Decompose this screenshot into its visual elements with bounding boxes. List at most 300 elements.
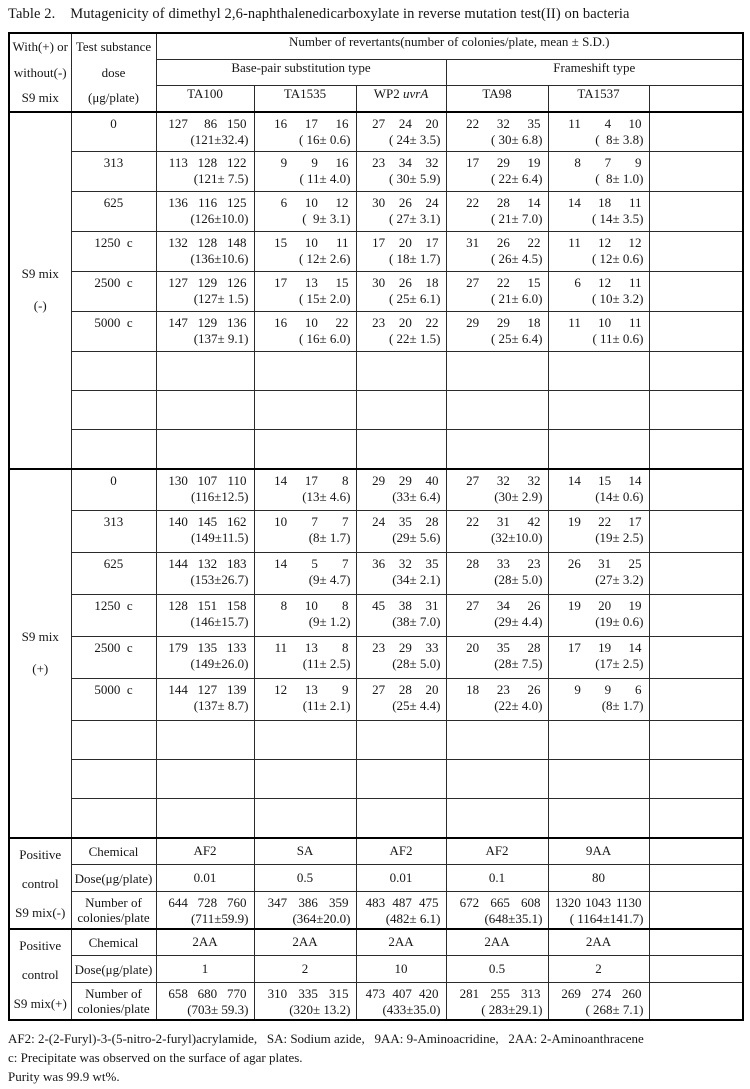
mean-sd: ( 8± 1.0) — [595, 171, 644, 186]
chemical-cell: 2AA — [156, 929, 254, 956]
empty-dose-cell — [71, 391, 156, 430]
plate-count: 31 — [496, 514, 510, 529]
plate-count: 133 — [226, 640, 247, 655]
empty-dose-cell — [71, 721, 156, 760]
empty-cell — [649, 760, 743, 799]
empty-cell — [649, 679, 743, 721]
plate-count: 145 — [197, 514, 218, 529]
positive-control-label — [9, 929, 71, 1020]
plate-counts — [357, 679, 446, 698]
dose-row-label: Dose(μg/plate) — [71, 865, 156, 892]
revertant-cell — [254, 112, 356, 152]
dose-data-row — [9, 511, 743, 553]
plate-count: 10 — [304, 195, 318, 210]
revertant-cell — [254, 679, 356, 721]
plate-count: 8 — [342, 598, 349, 613]
dose-cell: 1250 c — [71, 232, 156, 272]
plate-counts — [157, 983, 254, 1002]
empty-cell — [156, 352, 254, 391]
mean-sd: (433±35.0) — [382, 1002, 441, 1017]
plate-count: 127 — [168, 275, 188, 290]
plate-count: 27 — [372, 115, 386, 131]
plate-count: 28 — [425, 514, 439, 529]
footnote-abbreviations: AF2: 2-(2-Furyl)-3-(5-nitro-2-furyl)acrylamide, SA: Sodium azide, 9AA: 9-Aminoacridine, 2AA: 2-Aminoanthracene — [8, 1030, 644, 1046]
plate-count: 26 — [496, 235, 510, 250]
number-row-label-line: colonies/plate — [77, 1000, 150, 1016]
plate-count: 22 — [335, 315, 349, 330]
plate-count: 18 — [466, 682, 480, 697]
plate-count: 45 — [372, 598, 386, 613]
chemical-cell: 2AA — [356, 929, 446, 956]
plate-counts — [447, 637, 548, 656]
plate-count: 33 — [496, 556, 510, 571]
plate-count: 335 — [298, 986, 318, 1001]
plate-count: 8 — [342, 640, 349, 655]
revertant-cell — [548, 553, 649, 595]
empty-cell — [649, 192, 743, 232]
revertant-cell — [356, 469, 446, 511]
plate-count: 32 — [527, 472, 541, 488]
header-s9-line: without(-) — [13, 64, 67, 80]
dose-cell: 625 — [71, 553, 156, 595]
mean-sd: (19± 0.6) — [595, 614, 644, 629]
positive-control-chemical-row — [9, 929, 743, 956]
mean-sd: (126±10.0) — [190, 211, 249, 226]
plate-count: 26 — [567, 556, 581, 571]
plate-counts — [255, 679, 356, 698]
plate-count: 32 — [496, 115, 510, 131]
revertant-cell — [548, 112, 649, 152]
mean-sd: (33± 6.4) — [392, 488, 441, 504]
positive-dose-cell: 0.5 — [254, 865, 356, 892]
header-dose-column — [71, 33, 156, 112]
plate-count: 1043 — [585, 895, 612, 910]
revertant-cell — [156, 192, 254, 232]
positive-dose-cell: 0.5 — [446, 956, 548, 983]
plate-count: 17 — [274, 275, 288, 290]
plate-count: 150 — [226, 115, 247, 131]
positive-control-line: S9 mix(+) — [13, 995, 67, 1011]
dose-data-row — [9, 152, 743, 192]
plate-count: 42 — [527, 514, 541, 529]
revertant-cell — [446, 312, 548, 352]
revertant-cell — [548, 152, 649, 192]
mean-sd: (34± 2.1) — [392, 572, 441, 587]
header-base-pair-group: Base-pair substitution type — [156, 59, 446, 85]
revertant-cell — [356, 637, 446, 679]
mean-sd: (30± 2.9) — [494, 488, 543, 504]
revertant-cell — [156, 312, 254, 352]
mean-sd: ( 268± 7.1) — [585, 1002, 644, 1017]
mean-sd: (136±10.6) — [190, 251, 249, 266]
plate-count: 28 — [466, 556, 480, 571]
header-s9-line: S9 mix — [21, 90, 59, 105]
plate-counts — [157, 272, 254, 291]
header-s9-lines — [10, 34, 71, 111]
empty-cell — [254, 799, 356, 838]
plate-counts — [157, 312, 254, 331]
plate-count: 132 — [168, 235, 188, 250]
revertant-cell — [548, 595, 649, 637]
plate-count: 107 — [197, 472, 218, 488]
plate-counts — [447, 511, 548, 530]
empty-cell — [649, 865, 743, 892]
mean-sd: (121±32.4) — [190, 131, 249, 147]
dose-cell: 5000 c — [71, 312, 156, 352]
plate-counts — [447, 470, 548, 489]
dose-cell: 625 — [71, 192, 156, 232]
plate-counts — [357, 113, 446, 132]
revertant-cell — [356, 232, 446, 272]
plate-count: 9 — [311, 155, 318, 170]
revertant-cell — [446, 112, 548, 152]
plate-count: 22 — [496, 275, 510, 290]
revertant-cell — [356, 892, 446, 929]
revertant-cell — [356, 595, 446, 637]
plate-count: 1130 — [615, 895, 642, 910]
plate-count: 22 — [598, 514, 612, 529]
positive-control-dose-row — [9, 865, 743, 892]
plate-count: 135 — [197, 640, 218, 655]
plate-count: 144 — [168, 556, 188, 571]
empty-cell — [356, 760, 446, 799]
revertant-cell — [446, 272, 548, 312]
plate-count: 8 — [342, 472, 349, 488]
plate-count: 158 — [226, 598, 247, 613]
plate-count: 359 — [329, 895, 349, 910]
plate-counts — [549, 152, 649, 171]
empty-cell — [254, 391, 356, 430]
plate-counts — [255, 312, 356, 331]
plate-count: 473 — [365, 986, 386, 1001]
dose-row-label: Dose(μg/plate) — [71, 956, 156, 983]
positive-dose-cell: 0.01 — [356, 865, 446, 892]
plate-count: 16 — [335, 115, 349, 131]
plate-count: 7 — [311, 514, 318, 529]
plate-count: 86 — [204, 115, 218, 131]
revertant-cell — [156, 232, 254, 272]
revertant-cell — [254, 892, 356, 929]
plate-count: 127 — [197, 682, 218, 697]
plate-count: 126 — [226, 275, 247, 290]
mean-sd: (38± 7.0) — [392, 614, 441, 629]
mean-sd: ( 14± 3.5) — [591, 211, 644, 226]
chemical-cell: 2AA — [446, 929, 548, 956]
revertant-cell — [446, 192, 548, 232]
revertant-cell — [356, 983, 446, 1020]
empty-cell — [649, 595, 743, 637]
plate-count: 8 — [280, 598, 288, 613]
s9-mix-label — [9, 112, 71, 469]
plate-count: 33 — [425, 640, 439, 655]
plate-count: 26 — [398, 275, 412, 290]
plate-count: 17 — [466, 155, 480, 170]
revertant-cell — [446, 152, 548, 192]
plate-counts — [157, 470, 254, 489]
header-dose-line: Test substance — [75, 39, 152, 54]
plate-count: 34 — [398, 155, 412, 170]
mean-sd: ( 21± 6.0) — [490, 291, 543, 306]
plate-count: 760 — [226, 895, 247, 910]
plate-count: 128 — [197, 155, 218, 170]
dose-data-row — [9, 637, 743, 679]
plate-count: 11 — [335, 235, 349, 250]
chemical-cell: 2AA — [254, 929, 356, 956]
empty-cell — [548, 799, 649, 838]
plate-count: 20 — [598, 598, 612, 613]
plate-counts — [255, 511, 356, 530]
plate-counts — [357, 312, 446, 331]
revertant-cell — [446, 232, 548, 272]
plate-count: 11 — [628, 275, 642, 290]
chemical-row-label: Chemical — [71, 929, 156, 956]
revertant-cell — [446, 511, 548, 553]
s9-mix-line: (-) — [33, 298, 47, 313]
mean-sd: (25± 4.4) — [392, 698, 441, 713]
plate-count: 728 — [197, 895, 218, 910]
plate-count: 27 — [466, 598, 480, 613]
plate-counts — [255, 470, 356, 489]
empty-cell — [649, 469, 743, 511]
plate-counts — [157, 113, 254, 132]
mean-sd: (149±26.0) — [190, 656, 249, 671]
plate-counts — [255, 232, 356, 251]
header-row-1 — [9, 33, 743, 59]
plate-count: 14 — [274, 472, 288, 488]
positive-dose-cell: 80 — [548, 865, 649, 892]
plate-counts — [357, 595, 446, 614]
plate-count: 27 — [466, 472, 480, 488]
mean-sd: ( 30± 6.8) — [490, 131, 543, 147]
mean-sd: (28± 5.0) — [392, 656, 441, 671]
plate-counts — [447, 983, 548, 1002]
empty-cell — [649, 511, 743, 553]
revertant-cell — [156, 637, 254, 679]
plate-count: 29 — [398, 640, 412, 655]
plate-counts — [255, 152, 356, 171]
mean-sd: ( 22± 6.4) — [490, 171, 543, 186]
plate-count: 347 — [267, 895, 288, 910]
plate-counts — [549, 272, 649, 291]
plate-count: 32 — [496, 472, 510, 488]
mean-sd: (8± 1.7) — [601, 698, 644, 713]
empty-cell — [156, 760, 254, 799]
plate-count: 23 — [372, 640, 386, 655]
plate-counts — [447, 192, 548, 211]
revertant-cell — [356, 511, 446, 553]
plate-count: 129 — [197, 315, 218, 330]
positive-dose-cell: 1 — [156, 956, 254, 983]
plate-counts — [255, 595, 356, 614]
plate-count: 12 — [335, 195, 349, 210]
number-row-label-line: colonies/plate — [77, 909, 150, 925]
empty-cell — [446, 391, 548, 430]
revertant-cell — [548, 679, 649, 721]
plate-count: 6 — [634, 682, 642, 697]
plate-count: 5 — [311, 556, 318, 571]
mean-sd: (29± 5.6) — [392, 530, 441, 545]
plate-count: 17 — [425, 235, 439, 250]
plate-count: 16 — [274, 115, 288, 131]
mean-sd: (703± 59.3) — [187, 1002, 249, 1017]
plate-count: 162 — [226, 514, 247, 529]
empty-cell — [649, 929, 743, 956]
plate-counts — [357, 232, 446, 251]
revertant-cell — [254, 312, 356, 352]
revertant-cell — [156, 595, 254, 637]
plate-count: 22 — [425, 315, 439, 330]
plate-count: 315 — [329, 986, 349, 1001]
empty-cell — [548, 430, 649, 469]
plate-counts — [447, 113, 548, 132]
dose-data-row — [9, 469, 743, 511]
revertant-cell — [254, 637, 356, 679]
empty-row — [9, 799, 743, 838]
plate-counts — [549, 312, 649, 331]
plate-count: 31 — [425, 598, 439, 613]
plate-counts — [549, 892, 649, 911]
mean-sd: ( 16± 0.6) — [298, 131, 351, 147]
revertant-cell — [446, 637, 548, 679]
empty-cell — [548, 391, 649, 430]
plate-count: 407 — [392, 986, 412, 1001]
s9-mix-line: (+) — [32, 661, 49, 676]
footnote-purity: Purity was 99.9 wt%. — [8, 1068, 120, 1084]
positive-control-dose-row — [9, 956, 743, 983]
mean-sd: (14± 0.6) — [595, 488, 644, 504]
plate-counts — [357, 272, 446, 291]
positive-control-label — [9, 838, 71, 929]
plate-count: 29 — [372, 472, 386, 488]
revertant-cell — [356, 152, 446, 192]
revertant-cell — [548, 892, 649, 929]
table-header — [9, 33, 743, 112]
plate-count: 35 — [398, 514, 412, 529]
mean-sd: ( 16± 6.0) — [298, 331, 351, 346]
plate-counts — [549, 983, 649, 1002]
plate-count: 19 — [527, 155, 541, 170]
dose-cell: 1250 c — [71, 595, 156, 637]
plate-counts — [549, 595, 649, 614]
empty-cell — [356, 352, 446, 391]
plate-counts — [255, 892, 356, 911]
mean-sd: ( 25± 6.1) — [388, 291, 441, 306]
plate-count: 130 — [168, 472, 188, 488]
empty-cell — [446, 430, 548, 469]
empty-cell — [356, 391, 446, 430]
chemical-cell: 9AA — [548, 838, 649, 865]
positive-control-number-row — [9, 892, 743, 929]
plate-counts — [549, 232, 649, 251]
empty-row — [9, 391, 743, 430]
header-dose-line: dose — [101, 64, 126, 80]
positive-control-line: Positive — [19, 937, 62, 953]
plate-counts — [447, 312, 548, 331]
plate-count: 17 — [628, 514, 642, 529]
empty-cell — [156, 391, 254, 430]
plate-count: 665 — [490, 895, 510, 910]
plate-count: 28 — [496, 195, 510, 210]
empty-cell — [548, 721, 649, 760]
plate-count: 22 — [466, 514, 480, 529]
revertant-cell — [548, 983, 649, 1020]
positive-control-line: control — [21, 875, 59, 891]
plate-counts — [447, 892, 548, 911]
plate-count: 255 — [490, 986, 510, 1001]
plate-count: 16 — [335, 155, 349, 170]
s9-mix-line: S9 mix — [21, 266, 59, 281]
empty-cell — [649, 312, 743, 352]
positive-dose-cell: 2 — [548, 956, 649, 983]
empty-cell — [649, 892, 743, 929]
empty-cell — [649, 799, 743, 838]
plate-counts — [157, 679, 254, 698]
plate-count: 386 — [298, 895, 318, 910]
mean-sd: ( 11± 0.6) — [592, 331, 644, 346]
plate-count: 113 — [168, 155, 188, 170]
empty-cell — [156, 799, 254, 838]
plate-count: 127 — [168, 115, 188, 131]
plate-count: 10 — [304, 315, 318, 330]
plate-count: 310 — [267, 986, 288, 1001]
plate-count: 8 — [574, 155, 581, 170]
footnotes — [8, 1029, 750, 1086]
plate-counts — [447, 232, 548, 251]
plate-count: 29 — [496, 315, 510, 330]
mean-sd: (11± 2.5) — [302, 656, 351, 671]
plate-count: 18 — [598, 195, 612, 210]
empty-cell — [649, 983, 743, 1020]
empty-row — [9, 721, 743, 760]
empty-row — [9, 760, 743, 799]
revertant-cell — [254, 511, 356, 553]
dose-data-row — [9, 553, 743, 595]
revertant-cell — [156, 469, 254, 511]
empty-cell — [446, 721, 548, 760]
revertant-cell — [156, 679, 254, 721]
revertant-cell — [156, 272, 254, 312]
plate-counts — [549, 511, 649, 530]
plate-count: 18 — [425, 275, 439, 290]
plate-count: 17 — [304, 472, 318, 488]
plate-count: 10 — [304, 235, 318, 250]
chemical-cell: AF2 — [356, 838, 446, 865]
mutagenicity-table — [8, 32, 744, 1021]
plate-count: 20 — [398, 315, 412, 330]
dose-data-row — [9, 312, 743, 352]
plate-count: 128 — [168, 598, 188, 613]
plate-count: 644 — [168, 895, 188, 910]
plate-counts — [447, 679, 548, 698]
mean-sd: (137± 8.7) — [193, 698, 249, 713]
plate-count: 19 — [567, 514, 581, 529]
strain-header-ta1537: TA1537 — [548, 85, 649, 111]
plate-count: 9 — [342, 682, 349, 697]
revertant-cell — [548, 192, 649, 232]
plate-count: 36 — [372, 556, 386, 571]
plate-count: 35 — [496, 640, 510, 655]
dose-data-row — [9, 595, 743, 637]
empty-cell — [356, 430, 446, 469]
positive-dose-cell: 0.01 — [156, 865, 254, 892]
plate-count: 148 — [226, 235, 247, 250]
plate-count: 11 — [628, 315, 642, 330]
plate-count: 136 — [168, 195, 188, 210]
plate-count: 9 — [634, 155, 642, 170]
plate-count: 420 — [419, 986, 439, 1001]
plate-counts — [447, 272, 548, 291]
plate-count: 13 — [304, 275, 318, 290]
